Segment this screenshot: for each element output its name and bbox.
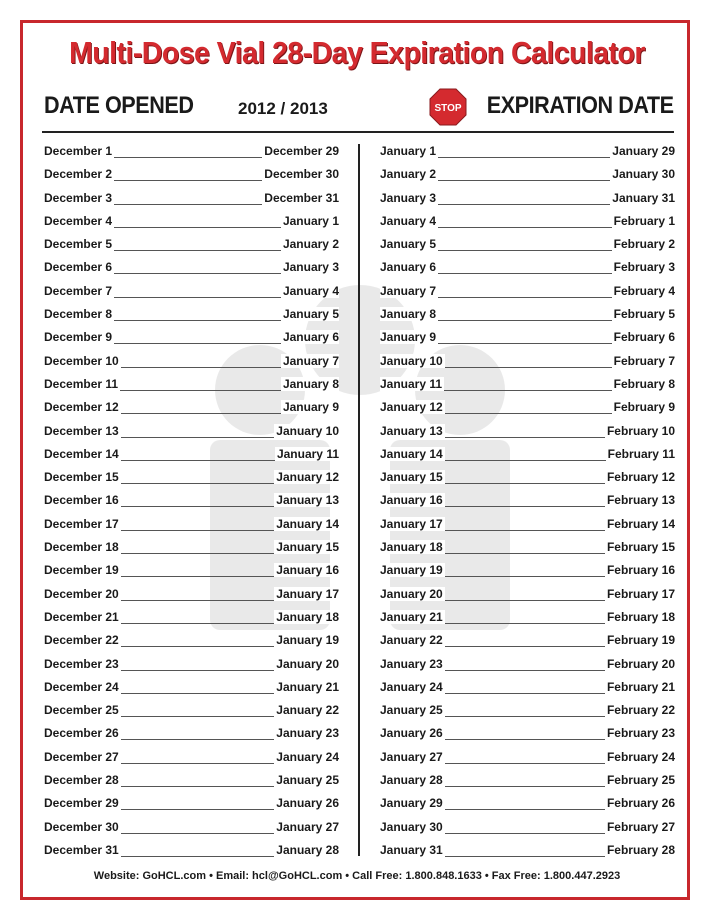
left-column	[44, 140, 339, 862]
calendar-row	[380, 350, 675, 373]
calendar-row	[44, 629, 339, 652]
expiration-date-value: January 10	[276, 423, 339, 438]
expiration-date-value: February 2	[613, 237, 675, 252]
date-opened-value: December 27	[44, 749, 119, 764]
expiration-date-value: February 16	[606, 563, 675, 578]
date-opened-value: December 26	[44, 726, 119, 741]
calendar-row	[44, 326, 339, 349]
calendar-row	[44, 373, 339, 396]
date-opened-value: January 17	[380, 516, 443, 531]
date-opened-value: January 9	[380, 330, 437, 345]
date-opened-value: December 17	[44, 516, 119, 531]
date-opened-value: December 9	[44, 330, 113, 345]
calendar-row	[380, 559, 675, 582]
expiration-date-value: January 20	[276, 656, 339, 671]
calendar-row	[380, 653, 675, 676]
date-opened-value: January 25	[380, 703, 443, 718]
calendar-row	[380, 303, 675, 326]
date-opened-value: January 21	[380, 609, 443, 624]
expiration-date-value: January 4	[282, 283, 339, 298]
calendar-row	[44, 350, 339, 373]
expiration-date-value: January 27	[276, 819, 339, 834]
calendar-row	[44, 489, 339, 512]
date-opened-value: January 12	[380, 400, 443, 415]
calendar-row	[380, 326, 675, 349]
date-opened-value: December 24	[44, 679, 119, 694]
date-opened-value: January 31	[380, 842, 443, 857]
date-opened-value: December 15	[44, 470, 119, 485]
date-opened-value: January 10	[380, 353, 443, 368]
expiration-date-value: February 26	[606, 796, 675, 811]
date-opened-value: December 10	[44, 353, 119, 368]
expiration-date-value: January 29	[612, 144, 675, 158]
expiration-date-value: February 21	[606, 679, 675, 694]
date-opened-value: January 29	[380, 796, 443, 811]
calendar-row	[44, 699, 339, 722]
expiration-date-value: January 26	[276, 796, 339, 811]
calendar-row	[380, 396, 675, 419]
expiration-date-value: February 28	[606, 842, 675, 857]
calendar-row	[380, 187, 675, 210]
date-opened-value: December 14	[44, 446, 119, 461]
expiration-date-value: February 22	[606, 703, 675, 718]
stop-sign-label: STOP	[434, 103, 462, 114]
calendar-row	[380, 163, 675, 186]
expiration-date-value: February 17	[606, 586, 675, 601]
date-opened-value: January 22	[380, 633, 443, 648]
date-opened-value: January 2	[380, 167, 437, 182]
date-opened-value: January 1	[380, 144, 437, 158]
expiration-date-value: February 15	[606, 540, 675, 555]
calendar-row	[380, 816, 675, 839]
column-divider	[358, 144, 360, 856]
calendar-row	[380, 676, 675, 699]
calendar-row	[380, 256, 675, 279]
calendar-row	[44, 443, 339, 466]
calendar-row	[380, 792, 675, 815]
right-column	[380, 140, 675, 862]
calendar-row	[44, 420, 339, 443]
date-opened-value: December 30	[44, 819, 119, 834]
calendar-row	[380, 466, 675, 489]
calendar-row	[44, 606, 339, 629]
calendar-row	[380, 280, 675, 303]
calendar-row	[44, 839, 339, 862]
calendar-row	[380, 443, 675, 466]
calendar-row	[380, 746, 675, 769]
expiration-date-value: January 1	[282, 213, 339, 228]
date-opened-value: January 18	[380, 540, 443, 555]
date-opened-value: January 7	[380, 283, 437, 298]
expiration-date-value: February 8	[613, 376, 675, 391]
calendar-row	[44, 303, 339, 326]
expiration-date-value: February 19	[606, 633, 675, 648]
expiration-date-value: January 7	[282, 353, 339, 368]
calendar-row	[380, 140, 675, 163]
expiration-date-value: February 14	[606, 516, 675, 531]
expiration-date-value: February 1	[613, 213, 675, 228]
expiration-date-value: February 23	[606, 726, 675, 741]
date-opened-value: January 5	[380, 237, 437, 252]
date-opened-value: December 18	[44, 540, 119, 555]
date-opened-value: December 11	[44, 376, 119, 391]
date-opened-value: December 19	[44, 563, 119, 578]
calendar-row	[44, 676, 339, 699]
calendar-row	[44, 722, 339, 745]
expiration-date-value: January 14	[276, 516, 339, 531]
calendar-row	[44, 187, 339, 210]
expiration-date-value: January 13	[276, 493, 339, 508]
expiration-date-value: January 3	[282, 260, 339, 275]
expiration-date-value: January 15	[276, 540, 339, 555]
date-opened-value: December 1	[44, 144, 113, 158]
expiration-date-value: December 30	[264, 167, 339, 182]
calendar-row	[380, 536, 675, 559]
expiration-date-value: January 22	[276, 703, 339, 718]
header-rule	[42, 131, 674, 133]
footer-contact: Website: GoHCL.com • Email: hcl@GoHCL.com • Call Free: 1.800.848.1633 • Fax Free: 1.800.447.2923	[93, 870, 621, 882]
expiration-date-value: February 20	[606, 656, 675, 671]
date-opened-value: December 3	[44, 190, 113, 205]
date-opened-value: December 2	[44, 167, 113, 182]
date-opened-value: December 8	[44, 307, 113, 322]
expiration-date-value: January 5	[282, 307, 339, 322]
date-opened-value: December 5	[44, 237, 113, 252]
calendar-row	[44, 792, 339, 815]
expiration-date-value: February 9	[613, 400, 675, 415]
calendar-row	[380, 839, 675, 862]
date-opened-value: January 23	[380, 656, 443, 671]
expiration-date-value: February 4	[613, 283, 675, 298]
calendar-row	[44, 280, 339, 303]
calendar-row	[44, 163, 339, 186]
calendar-row	[380, 420, 675, 443]
date-opened-value: December 16	[44, 493, 119, 508]
expiration-date-value: February 24	[606, 749, 675, 764]
expiration-date-value: January 12	[276, 470, 339, 485]
expiration-date-value: January 28	[276, 842, 339, 857]
expiration-heading: EXPIRATION DATE	[487, 92, 674, 119]
calendar-row	[44, 513, 339, 536]
date-opened-value: January 27	[380, 749, 443, 764]
date-opened-value: December 6	[44, 260, 113, 275]
calendar-row	[44, 140, 339, 163]
calendar-row	[380, 699, 675, 722]
date-opened-value: January 20	[380, 586, 443, 601]
date-opened-value: December 20	[44, 586, 119, 601]
calendar-row	[44, 559, 339, 582]
calendar-row	[380, 722, 675, 745]
expiration-date-value: January 6	[282, 330, 339, 345]
page-title: Multi-Dose Vial 28-Day Expiration Calculator	[69, 35, 645, 70]
calendar-row	[44, 210, 339, 233]
expiration-date-value: February 18	[606, 609, 675, 624]
calendar-row	[44, 466, 339, 489]
date-opened-value: December 4	[44, 213, 113, 228]
expiration-date-value: January 31	[612, 190, 675, 205]
date-opened-value: December 7	[44, 283, 113, 298]
expiration-date-value: January 21	[276, 679, 339, 694]
calendar-row	[380, 583, 675, 606]
calendar-row	[380, 629, 675, 652]
expiration-date-value: January 17	[276, 586, 339, 601]
calendar-row	[44, 746, 339, 769]
date-opened-value: January 30	[380, 819, 443, 834]
date-opened-value: December 31	[44, 842, 119, 857]
date-opened-value: January 15	[380, 470, 443, 485]
date-opened-value: December 28	[44, 773, 119, 788]
expiration-date-value: January 23	[276, 726, 339, 741]
expiration-date-value: December 31	[264, 190, 339, 205]
expiration-date-value: February 10	[606, 423, 675, 438]
expiration-date-value: January 19	[276, 633, 339, 648]
calendar-row	[44, 816, 339, 839]
date-opened-value: December 12	[44, 400, 119, 415]
calendar-row	[380, 769, 675, 792]
date-opened-value: January 11	[380, 376, 443, 391]
calendar-row	[44, 536, 339, 559]
expiration-date-value: January 11	[276, 446, 339, 461]
date-opened-value: January 16	[380, 493, 443, 508]
expiration-date-value: February 5	[613, 307, 675, 322]
calendar-row	[44, 583, 339, 606]
date-opened-value: January 26	[380, 726, 443, 741]
date-opened-value: January 19	[380, 563, 443, 578]
expiration-date-value: February 12	[606, 470, 675, 485]
date-opened-value: December 29	[44, 796, 119, 811]
date-opened-value: January 13	[380, 423, 443, 438]
date-opened-value: December 13	[44, 423, 119, 438]
year-label: 2012 / 2013	[238, 99, 328, 118]
calendar-row	[380, 233, 675, 256]
calendar-row	[380, 606, 675, 629]
date-opened-value: December 22	[44, 633, 119, 648]
expiration-date-value: January 18	[276, 609, 339, 624]
date-opened-value: January 24	[380, 679, 443, 694]
expiration-date-value: January 30	[612, 167, 675, 182]
expiration-date-value: February 25	[606, 773, 675, 788]
expiration-date-value: February 3	[613, 260, 675, 275]
expiration-date-value: January 24	[276, 749, 339, 764]
calendar-row	[44, 233, 339, 256]
stop-sign-icon	[429, 88, 467, 126]
expiration-date-value: January 8	[282, 376, 339, 391]
calendar-row	[380, 210, 675, 233]
date-opened-value: December 25	[44, 703, 119, 718]
expiration-date-value: January 16	[276, 563, 339, 578]
expiration-date-value: February 27	[606, 819, 675, 834]
date-opened-value: January 14	[380, 446, 443, 461]
expiration-date-value: February 13	[606, 493, 675, 508]
expiration-date-value: January 9	[282, 400, 339, 415]
calendar-row	[380, 513, 675, 536]
calendar-row	[44, 653, 339, 676]
calendar-row	[44, 769, 339, 792]
expiration-date-value: February 7	[613, 353, 675, 368]
calendar-row	[380, 489, 675, 512]
date-opened-value: January 28	[380, 773, 443, 788]
expiration-date-value: December 29	[264, 144, 339, 158]
expiration-date-value: February 11	[607, 446, 675, 461]
date-opened-value: January 4	[380, 213, 437, 228]
calendar-row	[380, 373, 675, 396]
date-opened-heading: DATE OPENED	[44, 92, 194, 119]
date-opened-value: December 23	[44, 656, 119, 671]
expiration-date-value: January 25	[276, 773, 339, 788]
date-opened-value: January 8	[380, 307, 437, 322]
expiration-date-value: January 2	[282, 237, 339, 252]
date-opened-value: January 6	[380, 260, 437, 275]
expiration-date-value: February 6	[613, 330, 675, 345]
date-opened-value: January 3	[380, 190, 437, 205]
calendar-row	[44, 256, 339, 279]
calendar-row	[44, 396, 339, 419]
date-opened-value: December 21	[44, 609, 119, 624]
